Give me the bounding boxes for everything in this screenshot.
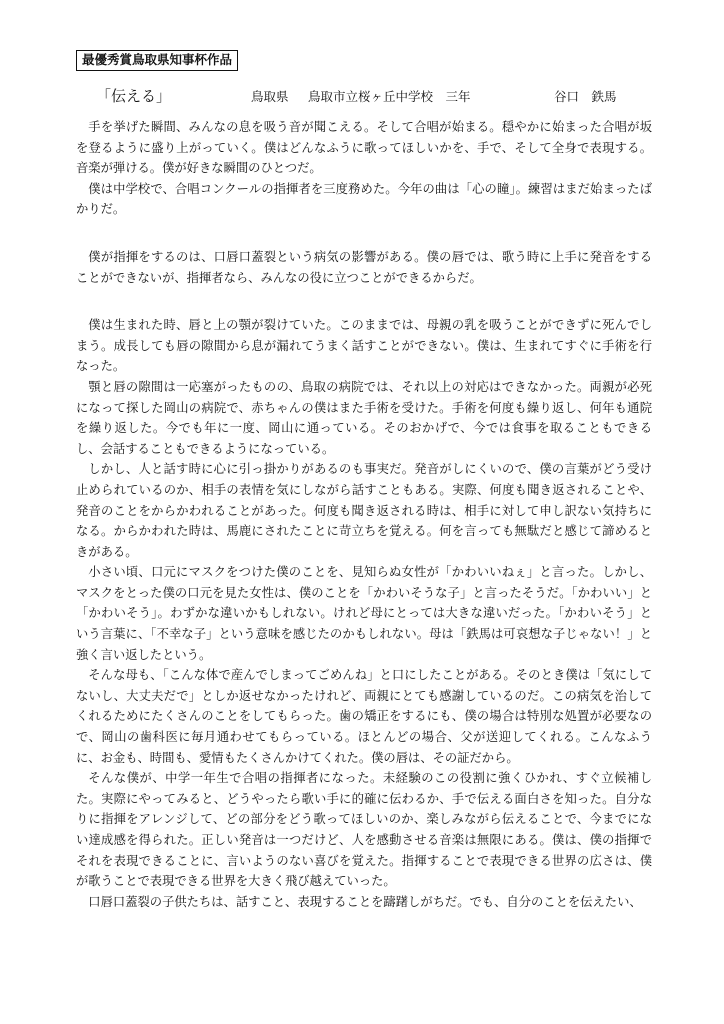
essay-body [76,117,652,912]
paragraph: そんな母も、「こんな体で産んでしまってごめんね」と口にしたことがある。そのとき僕は「気にしてないし、大丈夫だで」としか返せなかったけれど、両親にとても感謝しているのだ。この病気を治してくれるためにたくさんのことをしてもらった。歯の矯正をするにも、僕の場合は特別な処置が必要なので、岡山の歯科医に毎月通わせてもらっている。ほとんどの場合、父が送迎してくれる。こんなふうに、お金も、時間も、愛情もたくさんかけてくれた。僕の唇は、その証だから。 [76,668,652,765]
paragraph: 僕は中学校で、合唱コンクールの指揮者を三度務めた。今年の曲は「心の瞳」。練習はまだ始まったばかりだ。 [76,181,652,217]
author-school: 鳥取市立桜ヶ丘中学校 三年 [308,89,471,104]
paragraph: そんな僕が、中学一年生で合唱の指揮者になった。未経験のこの役割に強くひかれ、すぐ立候補した。実際にやってみると、どうやったら歌い手に的確に伝わるか、手で伝える面白さを知った。自分なりに指揮をアレンジして、どの部分をどう歌ってほしいのか、楽しみながら伝えることで、今までにない達成感を得られた。正しい発音は一つだけど、人を感動させる音楽は無限にある。僕は、僕の指揮でそれを表現できることに、言いようのない喜びを覚えた。指揮することで表現できる世界の広さは、僕が歌うことで表現できる世界を大きく飛び越えていった。 [76,771,652,889]
paragraph: 僕は生まれた時、唇と上の顎が裂けていた。このままでは、母親の乳を吸うことができずに死んでしまう。成長しても唇の隙間から息が漏れてうまく話すことができない。僕は、生まれてすぐに手術を行なった。 [76,318,652,374]
paragraph-gap [76,288,652,315]
award-label: 最優秀賞鳥取県知事杯作品 [76,50,238,71]
paragraph: 小さい頃、口元にマスクをつけた僕のことを、見知らぬ女性が「かわいいねぇ」と言った。しかし、マスクをとった僕の口元を見た女性は、僕のことを「かわいそうな子」と言ったそうだ。「かわいい」と「かわいそう」。わずかな違いかもしれない。けれど母にとっては大きな違いだった。「かわいそう」という言葉に、「不幸な子」という意味を感じたのかもしれない。母は「鉄馬は可哀想な子じゃない！」と強く言い返したという。 [76,565,652,662]
author-prefecture: 鳥取県 [251,89,289,104]
paragraph-gap [76,220,652,247]
paragraph: しかし、人と話す時に心に引っ掛かりがあるのも事実だ。発音がしにくいので、僕の言葉がどう受け止められているのか、相手の表情を気にしながら話すこともある。実際、何度も聞き返されることや、発音のことをからかわれることがあった。何度も聞き返される時は、相手に対して申し訳ない気持ちになる。からかわれた時は、馬鹿にされたことに苛立ちを覚える。何を言っても無駄だと感じて諦めるときがある。 [76,462,652,559]
essay-title: 「伝える」 [96,87,172,105]
paragraph: 手を挙げた瞬間、みんなの息を吸う音が聞こえる。そして合唱が始まる。穏やかに始まった合唱が坂を登るように盛り上がっていく。僕はどんなふうに歌ってほしいかを、手で、そして全身で表現する。音楽が弾ける。僕が好きな瞬間のひとつだ。 [76,120,652,176]
paragraph: 僕が指揮をするのは、口唇口蓋裂という病気の影響がある。僕の唇では、歌う時に上手に発音をすることができないが、指揮者なら、みんなの役に立つことができるからだ。 [76,249,652,285]
paragraph: 口唇口蓋裂の子供たちは、話すこと、表現することを躊躇しがちだ。でも、自分のことを伝えたい、 [88,894,642,909]
paragraph: 顎と唇の隙間は一応塞がったものの、鳥取の病院では、それ以上の対応はできなかった。両親が必死になって探した岡山の病院で、赤ちゃんの僕はまた手術を受けた。手術を何度も繰り返し、何年も通院を繰り返した。今でも年に一度、岡山に通っている。そのおかげで、今では食事を取ることもできるし、会話することもできるようになっている。 [76,379,652,456]
author-name: 谷口 鉄馬 [554,89,617,104]
